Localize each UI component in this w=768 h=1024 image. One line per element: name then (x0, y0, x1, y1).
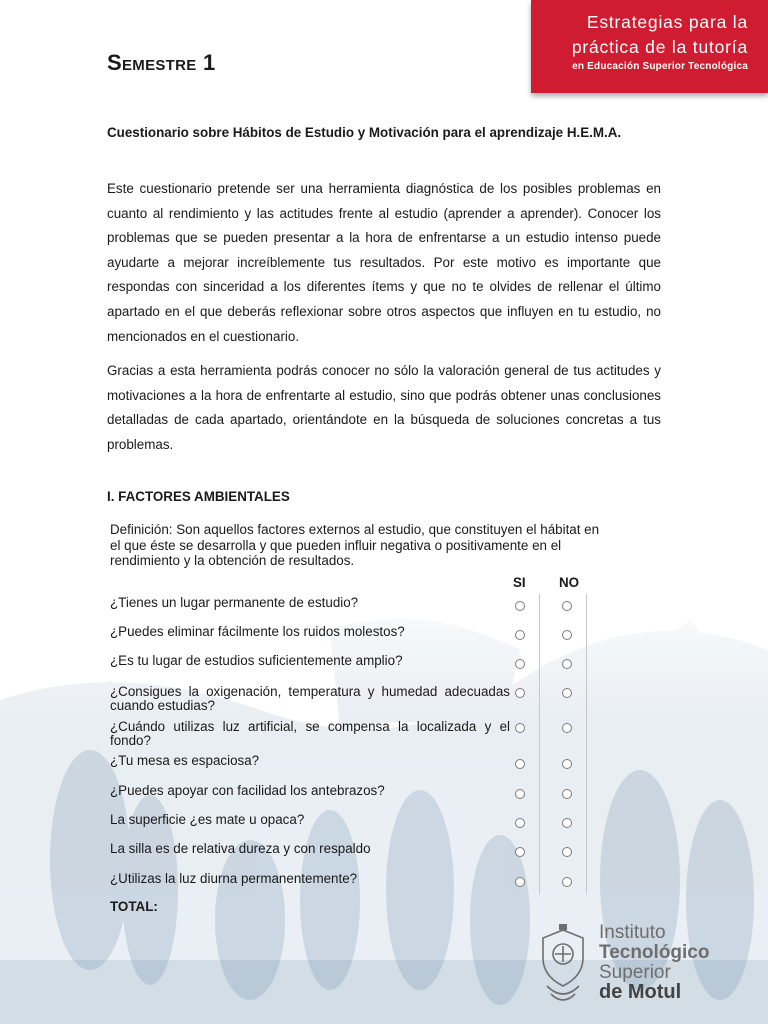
question-text: ¿Tienes un lugar permanente de estudio? (110, 595, 359, 610)
answer-no-radio[interactable] (562, 688, 572, 698)
answer-si-radio[interactable] (515, 847, 525, 857)
question-text: ¿Tu mesa es espaciosa? (110, 753, 260, 768)
total-label: TOTAL: (110, 899, 158, 914)
banner-subtitle: en Educación Superior Tecnológica (572, 61, 748, 72)
answer-no-radio[interactable] (562, 601, 572, 611)
question-text: ¿Es tu lugar de estudios suficientemente amplio? (110, 653, 403, 668)
answer-si-radio[interactable] (515, 723, 525, 733)
question-text: ¿Consigues la oxigenación, temperatura y humedad adecuadas cuando estudias? (110, 684, 510, 713)
questionnaire-title: Cuestionario sobre Hábitos de Estudio y Motivación para el aprendizaje H.E.M.A. (107, 125, 622, 140)
question-text: La silla es de relativa dureza y con respaldo (110, 841, 371, 856)
question-text: ¿Puedes eliminar fácilmente los ruidos molestos? (110, 624, 405, 639)
intro-paragraph: Este cuestionario pretende ser una herramienta diagnóstica de los posibles problemas en cuanto al rendimiento y las actitudes frente al estudio (aprender a aprender). Conocer los problemas que se pueden presentar a la hora de enfrentarse a un estudio intenso puede ayudarte a mejorar increíblemente tus resultados. Por este motivo es importante que respondas con sinceridad a los diferentes ítems y que no te olvides de rellenar el último apartado en el que deberás reflexionar sobre otros aspectos que influyen en tu estudio, no mencionados en el cuestionario. (107, 181, 661, 344)
logo-line1: Instituto (599, 922, 666, 943)
answer-no-radio[interactable] (562, 723, 572, 733)
section-heading: I. FACTORES AMBIENTALES (107, 489, 290, 504)
institute-seal-icon (533, 924, 593, 1010)
question-text: ¿Puedes apoyar con facilidad los antebrazos? (110, 783, 385, 798)
logo-line4: de Motul (599, 981, 682, 1003)
intro-paragraph: Gracias a esta herramienta podrás conocer no sólo la valoración general de tus actitudes y motivaciones a la hora de enfrentarte al estudio, sino que podrás obtener unas conclusiones detalladas de cada apartado, orientándote en la búsqueda de soluciones concretas a tus problemas. (107, 363, 661, 452)
answer-no-radio[interactable] (562, 789, 572, 799)
question-text: La superficie ¿es mate u opaca? (110, 812, 305, 827)
answer-no-radio[interactable] (562, 847, 572, 857)
answer-no-radio[interactable] (562, 818, 572, 828)
answer-si-radio[interactable] (515, 818, 525, 828)
answer-no-radio[interactable] (562, 630, 572, 640)
answer-si-radio[interactable] (515, 630, 525, 640)
column-header-si: SI (513, 575, 526, 590)
answer-no-radio[interactable] (562, 659, 572, 669)
banner-title-line2: práctica de la tutoría (571, 37, 748, 57)
column-header-no: NO (559, 575, 580, 590)
answer-no-radio[interactable] (562, 877, 572, 887)
answer-si-radio[interactable] (515, 759, 525, 769)
column-divider (539, 594, 540, 894)
answer-si-radio[interactable] (515, 789, 525, 799)
answer-si-radio[interactable] (515, 877, 525, 887)
column-divider (586, 594, 587, 894)
semester-title: Semestre 1 (107, 50, 216, 75)
header-banner (531, 0, 768, 93)
answer-si-radio[interactable] (515, 688, 525, 698)
logo-line3: Superior (599, 962, 671, 983)
answer-si-radio[interactable] (515, 659, 525, 669)
answer-si-radio[interactable] (515, 601, 525, 611)
section-definition: Definición: Son aquellos factores externos al estudio, que constituyen el hábitat en el que éste se desarrolla y que pueden influir negativa o positivamente en el rendimiento y la obtención de resultados. (110, 522, 600, 569)
institute-logo (533, 920, 763, 1020)
answer-no-radio[interactable] (562, 759, 572, 769)
question-text: ¿Utilizas la luz diurna permanentemente? (110, 871, 358, 886)
logo-line2: Tecnológico (599, 942, 710, 963)
question-text: ¿Cuándo utilizas luz artificial, se compensa la localizada y el fondo? (110, 719, 510, 748)
banner-title-line1: Estrategias para la (586, 12, 748, 32)
